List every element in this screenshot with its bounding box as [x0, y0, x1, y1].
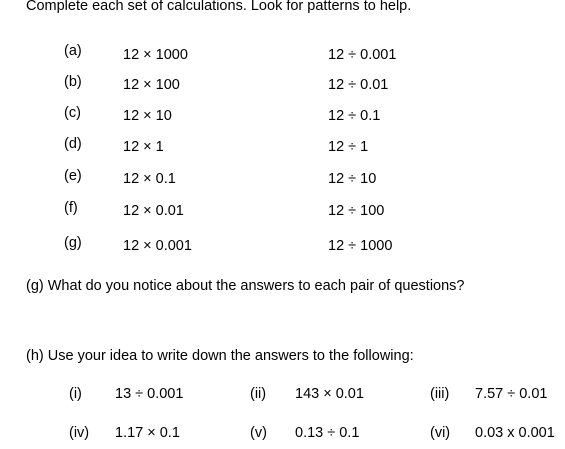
row-label-f: (f)	[64, 200, 78, 216]
instruction-text: Complete each set of calculations. Look for patterns to help.	[26, 0, 412, 14]
part-label-i: (i)	[69, 386, 82, 402]
part-label-vi: (vi)	[430, 425, 451, 441]
part-label-iii: (iii)	[430, 386, 450, 402]
part-expr-i: 13 ÷ 0.001	[115, 386, 184, 402]
part-expr-ii: 143 × 0.01	[295, 386, 364, 402]
multiply-f: 12 × 0.01	[123, 203, 184, 219]
question-g: (g) What do you notice about the answers to each pair of questions?	[26, 278, 465, 294]
multiply-e: 12 × 0.1	[123, 171, 176, 187]
divide-d: 12 ÷ 1	[328, 139, 369, 155]
divide-c: 12 ÷ 0.1	[328, 108, 381, 124]
row-label-g: (g)	[64, 235, 82, 251]
part-expr-iv: 1.17 × 0.1	[115, 425, 180, 441]
divide-f: 12 ÷ 100	[328, 203, 385, 219]
part-label-v: (v)	[250, 425, 267, 441]
row-label-b: (b)	[64, 74, 82, 90]
part-label-ii: (ii)	[250, 386, 267, 402]
row-label-d: (d)	[64, 136, 82, 152]
divide-e: 12 ÷ 10	[328, 171, 377, 187]
row-label-e: (e)	[64, 168, 82, 184]
part-label-iv: (iv)	[69, 425, 90, 441]
part-expr-vi: 0.03 x 0.001	[475, 425, 555, 441]
multiply-d: 12 × 1	[123, 139, 164, 155]
row-label-c: (c)	[64, 105, 81, 121]
row-label-a: (a)	[64, 43, 82, 59]
multiply-b: 12 × 100	[123, 77, 180, 93]
divide-a: 12 ÷ 0.001	[328, 47, 397, 63]
multiply-a: 12 × 1000	[123, 47, 188, 63]
multiply-c: 12 × 10	[123, 108, 172, 124]
divide-g: 12 ÷ 1000	[328, 238, 393, 254]
divide-b: 12 ÷ 0.01	[328, 77, 389, 93]
part-expr-v: 0.13 ÷ 0.1	[295, 425, 360, 441]
multiply-g: 12 × 0.001	[123, 238, 192, 254]
question-h: (h) Use your idea to write down the answers to the following:	[26, 348, 414, 364]
part-expr-iii: 7.57 ÷ 0.01	[475, 386, 548, 402]
